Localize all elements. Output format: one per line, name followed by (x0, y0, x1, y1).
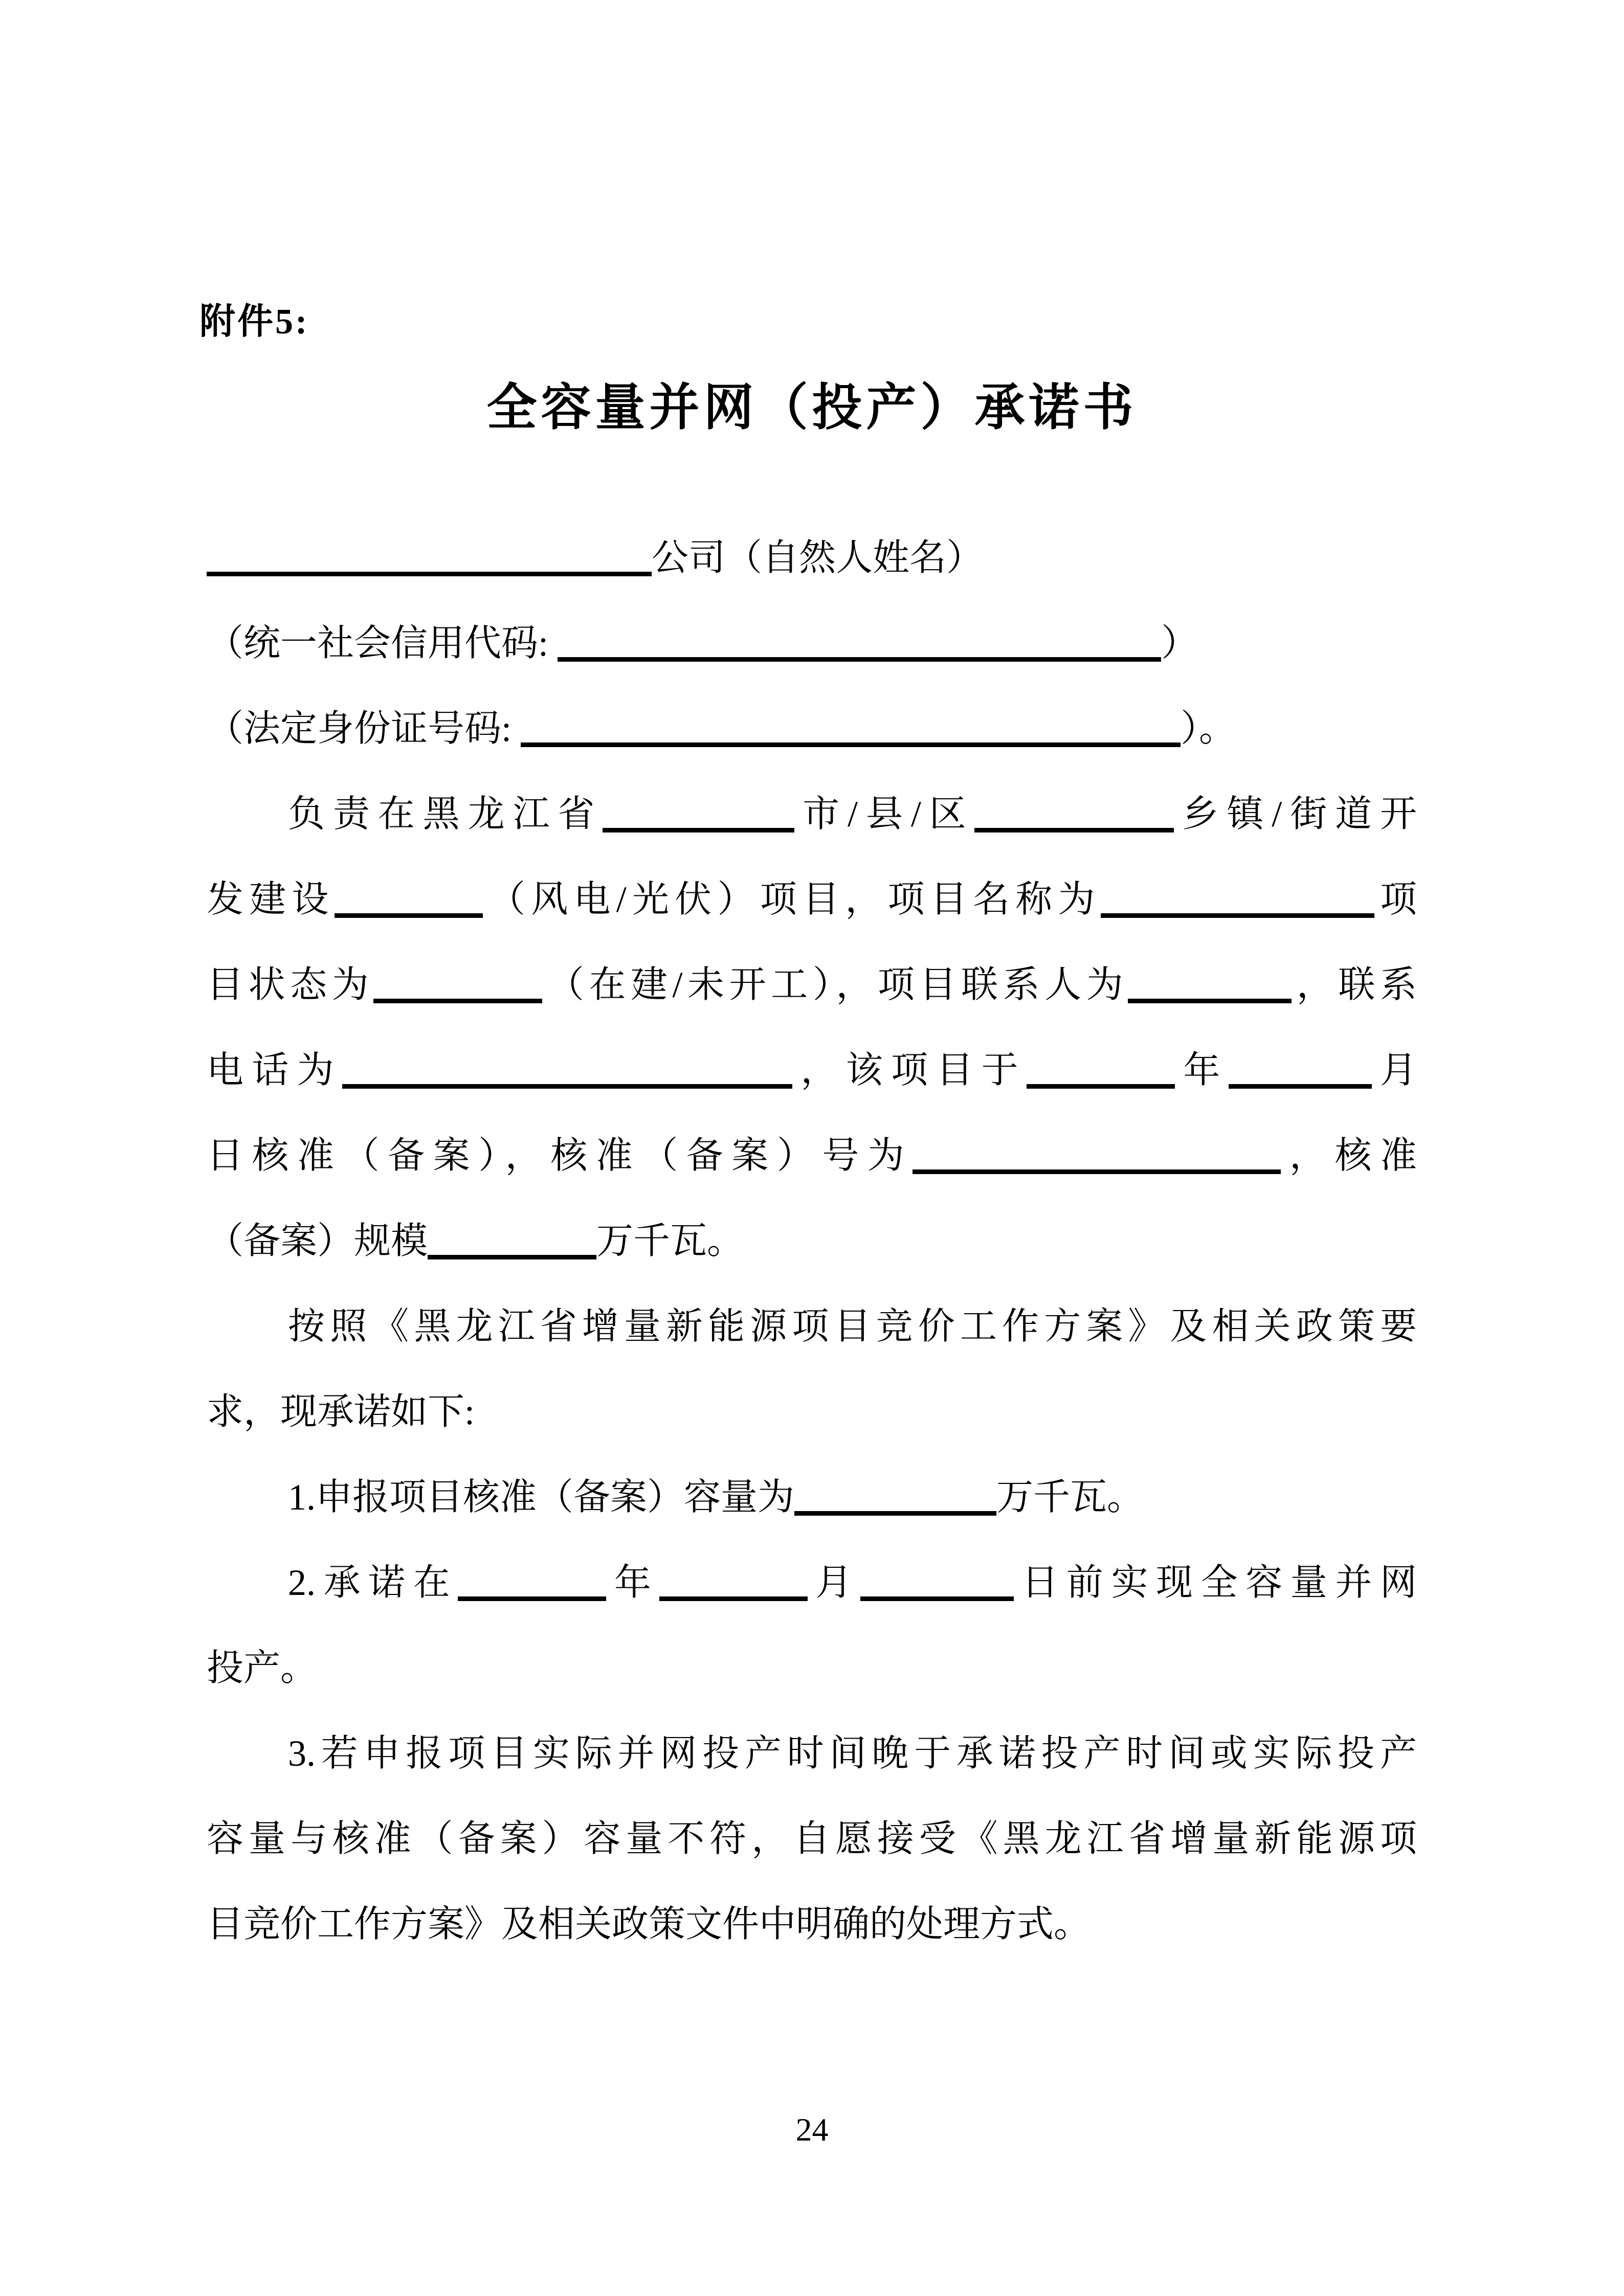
body-line (207, 686, 1417, 772)
fill-in-blank (207, 571, 652, 576)
body-line (207, 857, 1417, 942)
body-line (207, 772, 1417, 857)
body-text: 市/县/区 (794, 794, 974, 835)
body-line (207, 1455, 1417, 1540)
body-line (207, 1626, 1417, 1711)
body-text: 负责在黑龙江省 (288, 794, 603, 835)
fill-in-blank (342, 1084, 792, 1089)
body-text: 年 (1174, 1050, 1229, 1091)
body-text: 项 (1374, 879, 1417, 920)
body-text: 按照《黑龙江省增量新能源项目竞价工作方案》及相关政策要 (288, 1306, 1417, 1347)
fill-in-blank (1229, 1084, 1372, 1089)
fill-in-blank (558, 657, 1161, 662)
fill-in-blank (1027, 1084, 1175, 1089)
body-text: 目状态为 (207, 964, 374, 1005)
body-line (207, 1711, 1417, 1796)
body-text: （风电/光伏）项目，项目名称为 (482, 879, 1101, 920)
body-text: ） (1161, 623, 1198, 664)
fill-in-blank (521, 742, 1181, 747)
body-text: （备案）规模 (207, 1221, 428, 1262)
fill-in-blank (603, 827, 794, 832)
body-line (207, 942, 1417, 1028)
body-line (207, 1796, 1417, 1882)
body-text: （法定身份证号码: (207, 708, 521, 749)
body-text: 月 (1371, 1050, 1417, 1091)
fill-in-blank (458, 1596, 606, 1601)
fill-in-blank (1101, 913, 1374, 918)
body-text: 2.承诺在 (288, 1562, 458, 1603)
fill-in-blank (1128, 998, 1292, 1003)
body-text: （在建/未开工），项目联系人为 (542, 964, 1128, 1005)
body-text: ，该项目于 (792, 1050, 1027, 1091)
body-text: 日前实现全容量并网 (1013, 1562, 1417, 1603)
body-line (207, 1028, 1417, 1113)
fill-in-blank (913, 1169, 1281, 1174)
fill-in-blank (659, 1596, 808, 1601)
body-line (207, 601, 1417, 686)
fill-in-blank (335, 913, 483, 918)
body-text: ）。 (1181, 708, 1236, 749)
page-number: 24 (795, 2111, 829, 2148)
body-text: 1.申报项目核准（备案）容量为 (288, 1477, 795, 1518)
body-line (207, 1113, 1417, 1199)
body-text: 万千瓦。 (596, 1221, 744, 1262)
fill-in-blank (860, 1596, 1014, 1601)
document-body (207, 515, 1417, 1967)
document-title: 全容量并网（投产）承诺书 (486, 380, 1138, 436)
body-line (207, 515, 1417, 601)
body-text: 3.若申报项目实际并网投产时间晚于承诺投产时间或实际投产 (288, 1733, 1417, 1774)
fill-in-blank (428, 1254, 596, 1259)
body-line (207, 1882, 1417, 1967)
fill-in-blank (974, 827, 1174, 832)
body-text: 电话为 (207, 1050, 342, 1091)
body-text: 日核准（备案），核准（备案）号为 (207, 1135, 913, 1176)
body-line (207, 1540, 1417, 1626)
body-text: 投产。 (207, 1648, 318, 1689)
body-text: 目竞价工作方案》及相关政策文件中明确的处理方式。 (207, 1904, 1091, 1945)
body-line (207, 1199, 1417, 1284)
body-text: 年 (606, 1562, 659, 1603)
body-text: 乡镇/街道开 (1173, 794, 1417, 835)
fill-in-blank (373, 998, 542, 1003)
body-text: 公司（自然人姓名） (652, 537, 984, 578)
body-text: 月 (807, 1562, 860, 1603)
attachment-label: 附件5: (199, 302, 309, 342)
body-text: 发建设 (207, 879, 335, 920)
body-text: （统一社会信用代码: (207, 623, 558, 664)
body-text: ，联系 (1292, 964, 1417, 1005)
body-line (207, 1284, 1417, 1369)
fill-in-blank (794, 1511, 996, 1516)
body-line (207, 1369, 1417, 1455)
body-text: 求，现承诺如下: (207, 1391, 475, 1432)
body-text: 万千瓦。 (996, 1477, 1144, 1518)
body-text: 容量与核准（备案）容量不符，自愿接受《黑龙江省增量新能源项 (207, 1818, 1417, 1859)
body-text: ，核准 (1281, 1135, 1417, 1176)
